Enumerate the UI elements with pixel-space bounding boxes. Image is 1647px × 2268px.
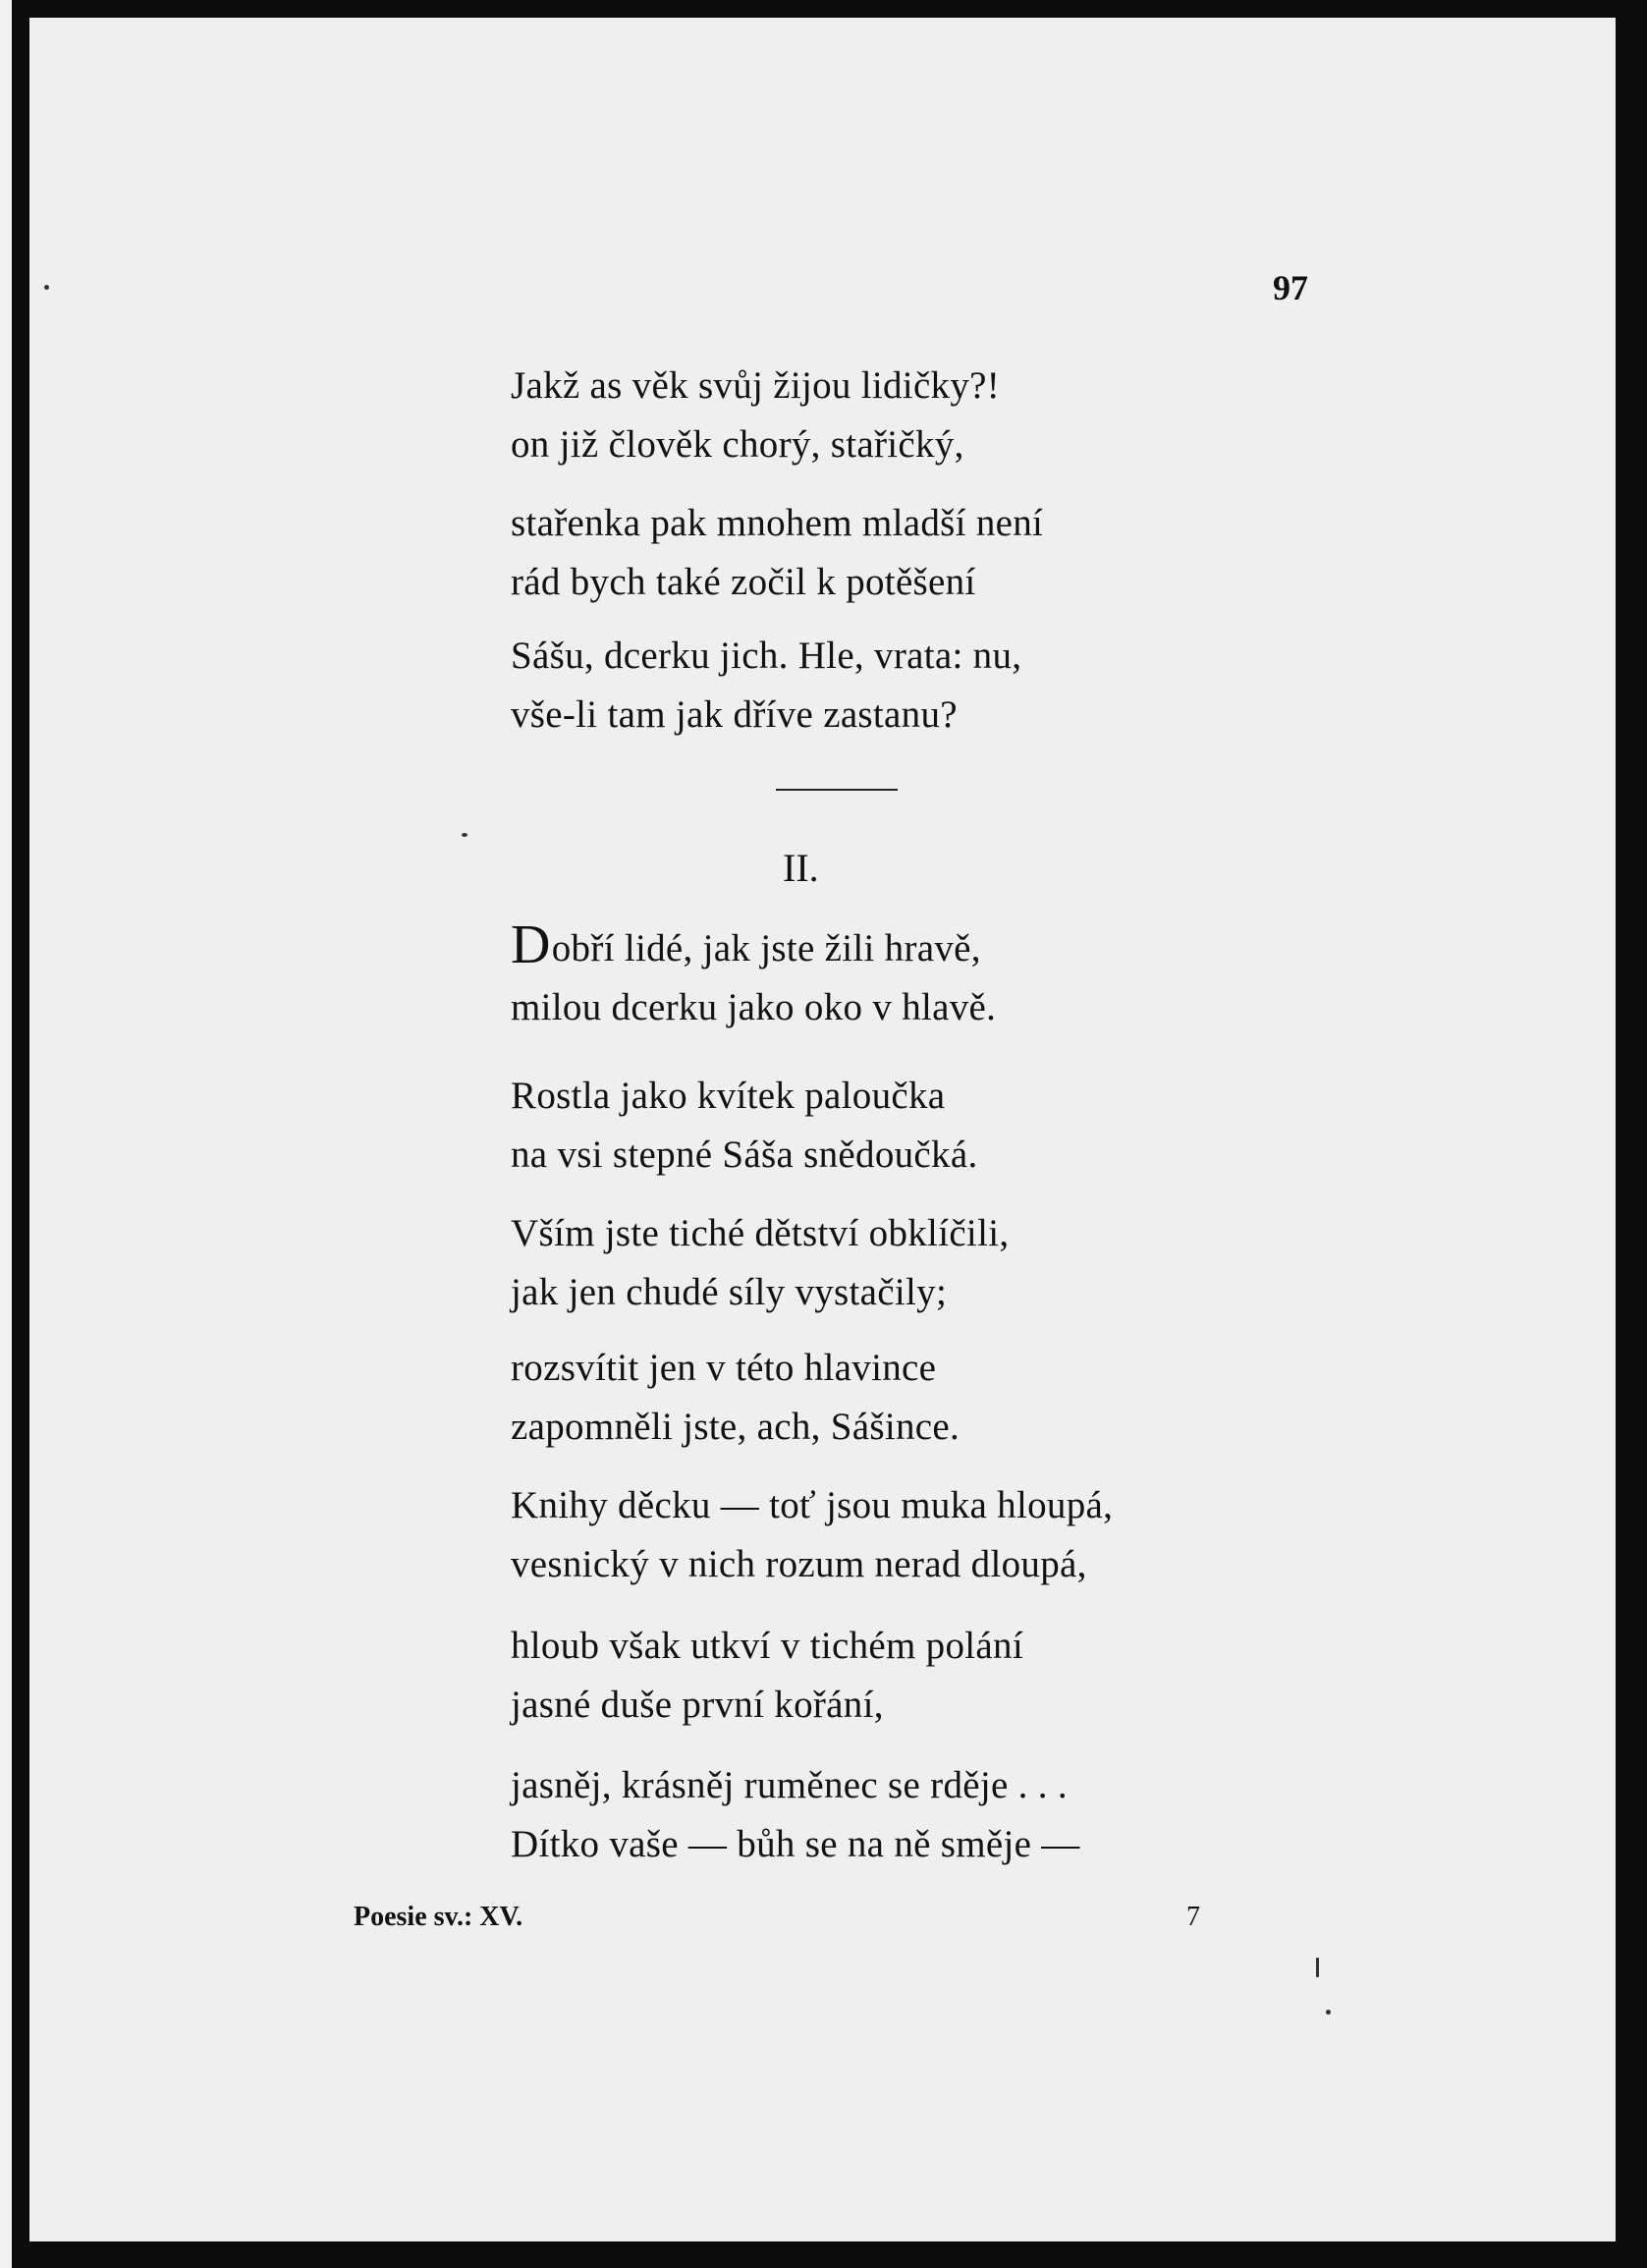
stanza [511, 1476, 1113, 1594]
verse-line: jak jen chudé síly vystačily; [511, 1271, 948, 1313]
stanza [511, 1067, 978, 1185]
drop-cap: D [511, 914, 551, 975]
scan-edge [0, 0, 12, 2268]
verse-line: stařenka pak mnohem mladší není [511, 502, 1044, 544]
verse-line: na vsi stepné Sáša snědoučká. [511, 1134, 978, 1176]
verse-line: Dítko vaše — bůh se na ně směje — [511, 1823, 1080, 1865]
scan-speck [1316, 1958, 1319, 1977]
stanza [511, 1756, 1080, 1874]
book-page [29, 18, 1616, 2241]
stanza [511, 914, 997, 1037]
verse-line: Sášu, dcerku jich. Hle, vrata: nu, [511, 635, 1022, 677]
stanza [511, 627, 1021, 745]
page-number: 97 [1273, 268, 1308, 307]
section-divider [776, 789, 898, 791]
verse-line: rád bych také zočil k potěšení [511, 561, 976, 603]
scan-speck [462, 833, 467, 837]
verse-line: hloub však utkví v tichém polání [511, 1625, 1023, 1667]
footer-signature: Poesie sv.: XV. [354, 1902, 523, 1932]
footer-sheet-number: 7 [1186, 1902, 1200, 1932]
verse-line: on již člověk chorý, stařičký, [511, 423, 964, 466]
verse-line-rest: obří lidé, jak jste žili hravě, [551, 927, 981, 969]
stanza [511, 1204, 1009, 1322]
stanza [511, 494, 1043, 612]
verse-line: Knihy děcku — toť jsou muka hloupá, [511, 1484, 1114, 1526]
verse-line-first [511, 914, 996, 978]
verse-line: Rostla jako kvítek paloučka [511, 1075, 946, 1117]
stanza [511, 1617, 1023, 1735]
verse-line: milou dcerku jako oko v hlavě. [511, 986, 997, 1028]
verse-line: vesnický v nich rozum nerad dloupá, [511, 1543, 1087, 1585]
verse-line: vše-li tam jak dříve zastanu? [511, 693, 958, 736]
stanza [511, 357, 1000, 474]
verse-line: Jakž as věk svůj žijou lidičky?! [511, 364, 1001, 407]
verse-line: rozsvítit jen v této hlavince [511, 1347, 937, 1389]
stanza [511, 1339, 960, 1457]
verse-line: zapomněli jste, ach, Sášince. [511, 1406, 961, 1448]
verse-line: Vším jste tiché dětství obklíčili, [511, 1212, 1010, 1254]
section-title: II. [783, 846, 819, 890]
verse-line: jasné duše první kořání, [511, 1684, 884, 1726]
scan-speck [44, 285, 49, 290]
verse-line: jasněj, krásněj ruměnec se rděje . . . [511, 1764, 1068, 1806]
scan-speck [1326, 2010, 1331, 2015]
